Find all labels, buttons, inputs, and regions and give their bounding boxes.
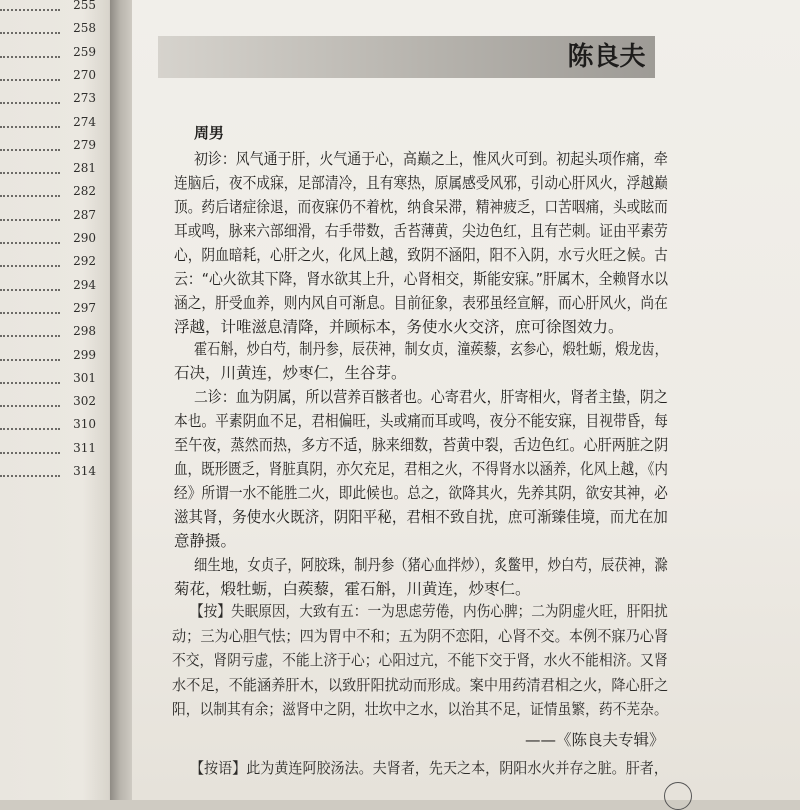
toc-leader-dots — [0, 79, 60, 81]
body-text-line: 二诊：血为阴属，所以营养百骸者也。心寄君火，肝寄相火，肾者主蛰，阴之 — [194, 388, 668, 406]
page-number-circle — [664, 782, 692, 810]
toc-page-number: 259 — [73, 44, 96, 59]
toc-page-number: 270 — [73, 67, 96, 82]
toc-page-number: 281 — [73, 161, 96, 176]
commentary-line: 水不足，不能涵养肝木，以致肝阳扰动而形成。案中用药清君相之火，降心肝之 — [172, 675, 669, 694]
toc-page-number: 255 — [73, 0, 96, 12]
toc-entry — [0, 204, 100, 228]
toc-page-number: 311 — [73, 440, 96, 455]
toc-leader-dots — [0, 149, 60, 151]
toc-entry — [0, 87, 100, 111]
body-text-line: 耳或鸣，脉来六部细滑，右手带数，舌苔薄黄，尖边色红，且有芒刺。证由平素劳 — [174, 222, 668, 240]
toc-entry — [0, 274, 100, 298]
toc-leader-dots — [0, 172, 60, 174]
toc-page-number: 274 — [73, 114, 96, 129]
body-text-line: 连脑后，夜不成寐，足部清冷，且有寒热，原属感受风邪，引动心肝风火，浮越巅 — [174, 174, 668, 192]
toc-entry — [0, 390, 100, 414]
body-text-line: 浮越，计唯滋息清降，并顾标本，务使水火交济，庶可徐图效力。 — [174, 318, 624, 336]
toc-leader-dots — [0, 359, 60, 361]
toc-leader-dots — [0, 265, 60, 267]
toc-leader-dots — [0, 126, 60, 128]
commentary-note-line: 【按语】此为黄连阿胶汤法。夫肾者，先天之本，阴阳水火并存之脏。肝者， — [190, 759, 668, 777]
toc-leader-dots — [0, 475, 60, 477]
toc-leader-dots — [0, 9, 60, 11]
body-text-line: 涵之，肝受血养，则内风自可渐息。目前征象，表邪虽经宣解，而心肝风火，尚在 — [174, 294, 668, 312]
toc-entry — [0, 64, 100, 88]
toc-entry — [0, 17, 100, 41]
body-text-line: 石决，川黄连，炒枣仁，生谷芽。 — [174, 364, 407, 382]
toc-entry — [0, 460, 100, 484]
toc-page-number: 294 — [73, 277, 96, 292]
body-text-line: 本也。平素阴血不足，君相偏旺，头或痛而耳或鸣，夜分不能安寐，目视带昏，每 — [174, 412, 668, 430]
toc-leader-dots — [0, 452, 60, 454]
toc-leader-dots — [0, 382, 60, 384]
toc-entry — [0, 227, 100, 251]
commentary-line: 不交，肾阴亏虚，不能上济于心；心阳过亢，不能下交于肾，水火不能相济。又肾 — [172, 651, 668, 669]
commentary-line: 动；三为心胆气怯；四为胃中不和；五为阴不恋阳，心肾不交。本例不寐乃心肾 — [172, 626, 669, 645]
toc-page-number: 258 — [73, 21, 96, 36]
body-text-line: 意静摄。 — [174, 532, 237, 550]
body-text-line: 云：“心火欲其下降，肾水欲其上升，心肾相交，斯能安寐。”肝属木，全赖肾水以 — [174, 270, 669, 288]
toc-page-number: 299 — [73, 347, 96, 362]
toc-entry — [0, 180, 100, 204]
toc-page-number: 302 — [73, 394, 96, 409]
toc-entry — [0, 41, 100, 65]
left-page-toc — [0, 0, 118, 800]
body-text-line: 顶。药后诸症徐退，而夜寐仍不着枕，纳食呆滞，精神疲乏，口苦咽痛，头或眩而 — [174, 198, 668, 216]
body-text-line: 霍石斛，炒白芍，制丹参，辰茯神，制女贞，潼蒺藜，玄参心，煅牡蛎，煅龙齿， — [194, 340, 668, 358]
toc-leader-dots — [0, 405, 60, 407]
toc-leader-dots — [0, 56, 60, 58]
body-text-line: 心，阴血暗耗，心肝之火，化风上越，致阴不涵阳，阳不入阴，水亏火旺之候。古 — [174, 246, 668, 264]
commentary-line: 【按】失眠原因，大致有五：一为思虑劳倦，内伤心脾；二为阴虚火旺，肝阳扰 — [190, 602, 668, 620]
body-text-line: 细生地，女贞子，阿胶珠，制丹参（猪心血拌炒），炙鳖甲，炒白芍，辰茯神，滁 — [194, 556, 668, 574]
source-citation: ——《陈良夫专辑》 — [525, 731, 665, 749]
body-text-line: 滋其肾，务使水火既济，阴阳平秘，君相不致自扰，庶可渐臻佳境，而尤在加 — [174, 508, 668, 526]
toc-leader-dots — [0, 242, 60, 244]
toc-leader-dots — [0, 32, 60, 34]
toc-page-number: 287 — [73, 207, 96, 222]
toc-leader-dots — [0, 195, 60, 197]
toc-entry — [0, 157, 100, 181]
toc-entry — [0, 320, 100, 344]
toc-leader-dots — [0, 428, 60, 430]
toc-entry — [0, 0, 100, 18]
body-text-line: 经》所谓一水不能胜二火，即此候也。总之，欲降其火，先养其阴，欲安其神，必 — [174, 484, 668, 502]
toc-page-number: 298 — [73, 324, 96, 339]
toc-entry — [0, 413, 100, 437]
toc-leader-dots — [0, 102, 60, 104]
toc-page-number: 292 — [73, 254, 96, 269]
toc-entry — [0, 134, 100, 158]
toc-page-number: 310 — [73, 417, 96, 432]
toc-entry — [0, 437, 100, 461]
toc-page-number: 314 — [73, 464, 96, 478]
body-text-line: 至午夜，蒸然而热，多方不适，脉来细数，苔黄中裂，舌边色红。心肝两脏之阴 — [174, 436, 669, 454]
toc-leader-dots — [0, 335, 60, 337]
toc-page-number: 282 — [73, 184, 96, 199]
toc-page-number: 290 — [73, 231, 96, 245]
chapter-title: 陈良夫 — [567, 42, 646, 72]
toc-entry — [0, 344, 100, 368]
toc-entry — [0, 297, 100, 321]
body-text-line: 菊花，煅牡蛎，白蒺藜，霍石斛，川黄连，炒枣仁。 — [174, 580, 531, 598]
toc-leader-dots — [0, 219, 60, 221]
toc-leader-dots — [0, 312, 60, 314]
toc-page-number: 279 — [73, 137, 96, 152]
toc-entry — [0, 250, 100, 274]
body-text-line: 初诊：风气通于肝，火气通于心，高巅之上，惟风火可到。初起头项作痛，牵 — [194, 150, 668, 168]
toc-page-number: 301 — [73, 370, 96, 385]
commentary-line: 阳，以制其有余；滋肾中之阴，壮坎中之水，以治其不足，证情虽繁，药不芜杂。 — [172, 700, 668, 718]
toc-page-number: 297 — [73, 300, 96, 315]
toc-entry — [0, 111, 100, 135]
toc-entry — [0, 367, 100, 391]
body-text-line: 血，既形匮乏，肾脏真阴，亦欠充足，君相之火，不得肾水以涵养，化风上越，《内 — [174, 460, 668, 478]
toc-page-number: 273 — [73, 91, 96, 106]
toc-leader-dots — [0, 289, 60, 291]
patient-heading: 周男 — [194, 124, 225, 142]
